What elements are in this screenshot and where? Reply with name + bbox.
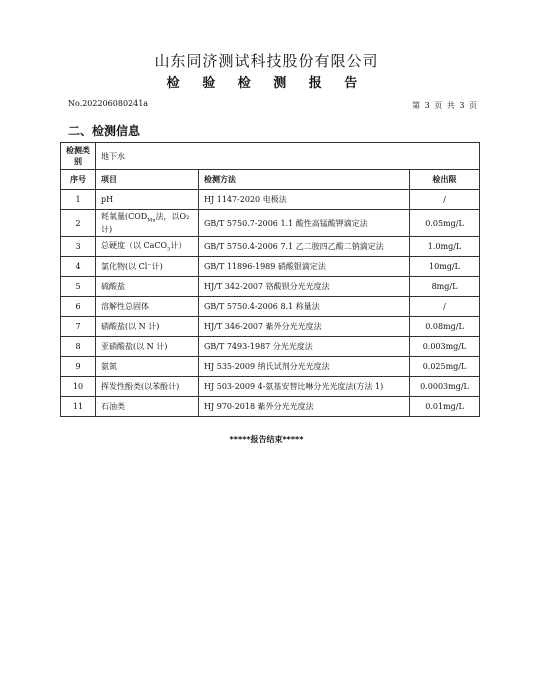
row-item: 氯化物(以 Cl⁻计) <box>96 257 199 277</box>
row-method: HJ/T 346-2007 紫外分光光度法 <box>199 317 410 337</box>
row-item <box>96 237 199 257</box>
row-method: HJ 503-2009 4-氨基安替比啉分光光度法(方法 1) <box>199 377 410 397</box>
table-row <box>61 257 480 277</box>
row-no: 10 <box>61 377 96 397</box>
row-no: 9 <box>61 357 96 377</box>
row-item: 硝酸盐(以 N 计) <box>96 317 199 337</box>
row-method: HJ/T 342-2007 铬酸钡分光光度法 <box>199 277 410 297</box>
row-no: 7 <box>61 317 96 337</box>
col-header-item: 项目 <box>96 170 199 190</box>
category-row <box>61 143 480 170</box>
category-value: 地下水 <box>96 143 480 170</box>
row-method: GB/T 7493-1987 分光光度法 <box>199 337 410 357</box>
row-limit: / <box>410 190 480 210</box>
row-item-text: 法，以O₂计) <box>101 212 190 234</box>
row-limit: 0.08mg/L <box>410 317 480 337</box>
row-limit: 0.025mg/L <box>410 357 480 377</box>
row-item-text: 计） <box>170 241 187 251</box>
table-row <box>61 190 480 210</box>
row-no: 3 <box>61 237 96 257</box>
row-limit: 0.003mg/L <box>410 337 480 357</box>
report-end-marker: *****报告结束***** <box>229 435 304 444</box>
row-item-subscript: 3 <box>167 246 171 253</box>
row-item: 石油类 <box>96 397 199 417</box>
row-method: GB/T 11896-1989 硝酸银滴定法 <box>199 257 410 277</box>
row-item-subscript: Mn <box>147 217 156 224</box>
row-limit: / <box>410 297 480 317</box>
table-row <box>61 210 480 237</box>
col-header-no: 序号 <box>61 170 96 190</box>
row-limit: 1.0mg/L <box>410 237 480 257</box>
row-no: 2 <box>61 210 96 237</box>
row-method: GB/T 5750.4-2006 7.1 乙二胺四乙酸二钠滴定法 <box>199 237 410 257</box>
category-label: 检测类别 <box>61 143 96 170</box>
row-item: 硫酸盐 <box>96 277 199 297</box>
test-info-table <box>60 142 480 417</box>
table-row <box>61 357 480 377</box>
row-limit: 0.0003mg/L <box>410 377 480 397</box>
col-header-limit: 检出限 <box>410 170 480 190</box>
row-item: 溶解性总固体 <box>96 297 199 317</box>
table-row <box>61 377 480 397</box>
report-number: No.202206080241a <box>68 99 149 108</box>
row-item: 挥发性酚类(以苯酚计) <box>96 377 199 397</box>
row-item <box>96 210 199 237</box>
row-limit: 0.05mg/L <box>410 210 480 237</box>
page-info: 第 3 页 共 3 页 <box>412 101 478 110</box>
row-no: 11 <box>61 397 96 417</box>
row-limit: 8mg/L <box>410 277 480 297</box>
row-item: 亚硝酸盐(以 N 计) <box>96 337 199 357</box>
table-row <box>61 277 480 297</box>
table-row <box>61 317 480 337</box>
report-title: 检 验 检 测 报 告 <box>166 76 367 91</box>
row-no: 8 <box>61 337 96 357</box>
row-method: GB/T 5750.4-2006 8.1 称量法 <box>199 297 410 317</box>
section-title: 二、检测信息 <box>68 124 141 138</box>
row-item-text: 总硬度（以 CaCO <box>101 241 168 251</box>
row-no: 5 <box>61 277 96 297</box>
row-item: pH <box>96 190 199 210</box>
col-header-method: 检测方法 <box>199 170 410 190</box>
row-no: 4 <box>61 257 96 277</box>
table-row <box>61 237 480 257</box>
row-item-text: 耗氧量(COD <box>101 212 148 222</box>
table-row <box>61 397 480 417</box>
row-no: 6 <box>61 297 96 317</box>
table-row <box>61 297 480 317</box>
row-method: HJ 535-2009 纳氏试剂分光光度法 <box>199 357 410 377</box>
header-row <box>61 170 480 190</box>
row-limit: 0.01mg/L <box>410 397 480 417</box>
company-name: 山东同济测试科技股份有限公司 <box>154 52 379 70</box>
row-limit: 10mg/L <box>410 257 480 277</box>
row-method: GB/T 5750.7-2006 1.1 酸性高锰酸钾滴定法 <box>199 210 410 237</box>
row-no: 1 <box>61 190 96 210</box>
row-item: 氨氮 <box>96 357 199 377</box>
row-method: HJ 970-2018 紫外分光光度法 <box>199 397 410 417</box>
row-method: HJ 1147-2020 电极法 <box>199 190 410 210</box>
table-row <box>61 337 480 357</box>
